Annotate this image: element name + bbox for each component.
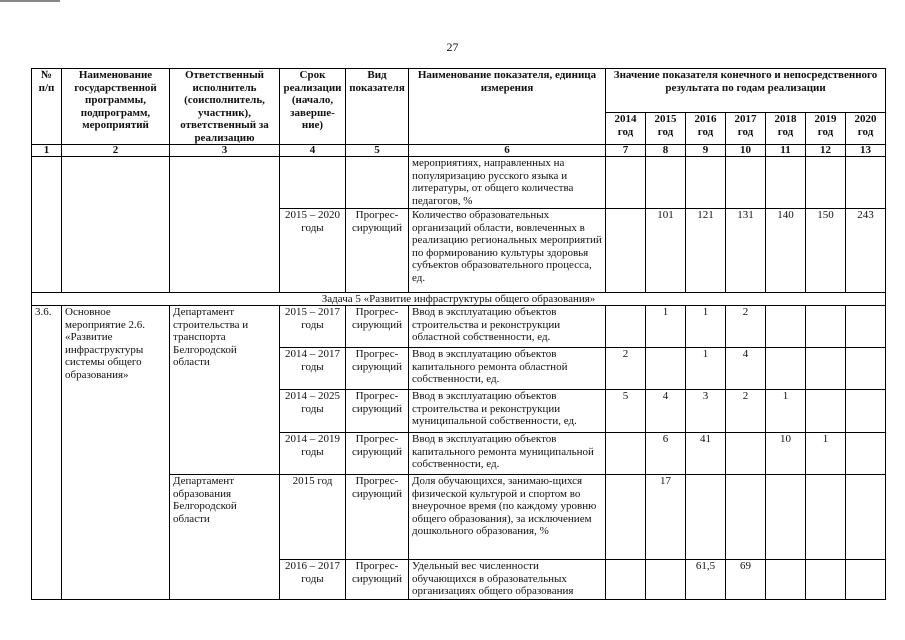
cell-value <box>846 157 886 209</box>
cell-value: 2 <box>726 306 766 348</box>
cell-value: 140 <box>766 209 806 293</box>
header-period: Срок реализации (начало, заверше-ние) <box>280 69 346 145</box>
header-year: 2019 год <box>806 113 846 145</box>
cell-value: 10 <box>766 433 806 475</box>
cell-value: 1 <box>686 348 726 390</box>
cell-value: 1 <box>766 390 806 433</box>
table-row <box>32 306 886 348</box>
cell-value <box>606 433 646 475</box>
cell-type <box>346 157 409 209</box>
column-number: 1 <box>32 145 62 157</box>
header-year: 2017 год <box>726 113 766 145</box>
cell-period: 2016 – 2017 годы <box>280 560 346 600</box>
task-row <box>32 293 886 306</box>
cell-value <box>726 157 766 209</box>
column-number: 13 <box>846 145 886 157</box>
cell-period: 2015 – 2020 годы <box>280 209 346 293</box>
cell-indicator: Удельный вес численности обучающихся в образовательных организациях общего образования <box>409 560 606 600</box>
column-number: 7 <box>606 145 646 157</box>
cell-value: 131 <box>726 209 766 293</box>
cell-value: 3 <box>686 390 726 433</box>
scan-edge-mark <box>0 0 60 2</box>
cell-value <box>846 348 886 390</box>
column-number: 8 <box>646 145 686 157</box>
cell-type: Прогрес-сирующий <box>346 209 409 293</box>
cell-value: 69 <box>726 560 766 600</box>
cell-value: 6 <box>646 433 686 475</box>
cell-value <box>686 475 726 560</box>
cell-period: 2014 – 2025 годы <box>280 390 346 433</box>
cell-type: Прогрес-сирующий <box>346 560 409 600</box>
cell-num <box>32 157 62 293</box>
cell-value: 61,5 <box>686 560 726 600</box>
cell-value <box>806 475 846 560</box>
column-number: 5 <box>346 145 409 157</box>
cell-value <box>846 433 886 475</box>
cell-indicator: Доля обучающихся, занимаю-щихся физической культурой и спортом во внеурочное время (по каждому уровню общего образования), за исключением дошкольного образования, % <box>409 475 606 560</box>
cell-value: 4 <box>726 348 766 390</box>
header-indicator: Наименование показателя, единица измерения <box>409 69 606 145</box>
header-year: 2016 год <box>686 113 726 145</box>
cell-value <box>766 560 806 600</box>
cell-value: 4 <box>646 390 686 433</box>
table-row <box>32 157 886 209</box>
cell-value <box>846 475 886 560</box>
cell-executor: Департамент строительства и транспорта Белгородской области <box>170 306 280 475</box>
column-number: 6 <box>409 145 606 157</box>
cell-value <box>766 306 806 348</box>
cell-value: 1 <box>686 306 726 348</box>
column-number: 9 <box>686 145 726 157</box>
cell-name <box>62 157 170 293</box>
column-number: 3 <box>170 145 280 157</box>
cell-period: 2015 год <box>280 475 346 560</box>
header-name: Наименование государственной программы, подпрограмм, мероприятий <box>62 69 170 145</box>
task-title: Задача 5 «Развитие инфраструктуры общего образования» <box>32 293 886 306</box>
header-type: Вид показателя <box>346 69 409 145</box>
cell-type: Прогрес-сирующий <box>346 475 409 560</box>
header-year: 2014 год <box>606 113 646 145</box>
cell-indicator: Ввод в эксплуатацию объектов капитального ремонта областной собственности, ед. <box>409 348 606 390</box>
cell-executor: Департамент образования Белгородской области <box>170 475 280 600</box>
cell-value <box>726 433 766 475</box>
cell-value <box>766 475 806 560</box>
cell-value <box>846 390 886 433</box>
cell-period: 2015 – 2017 годы <box>280 306 346 348</box>
cell-value <box>646 560 686 600</box>
cell-value <box>726 475 766 560</box>
cell-indicator: Ввод в эксплуатацию объектов строительства и реконструкции муниципальной собственности, ед. <box>409 390 606 433</box>
cell-num: 3.6. <box>32 306 62 600</box>
header-executor: Ответственный исполнитель (соисполнитель, участник), ответственный за реализацию <box>170 69 280 145</box>
cell-value <box>806 157 846 209</box>
cell-value: 17 <box>646 475 686 560</box>
cell-period: 2014 – 2019 годы <box>280 433 346 475</box>
cell-indicator: Ввод в эксплуатацию объектов капитального ремонта муниципальной собственности, ед. <box>409 433 606 475</box>
cell-type: Прогрес-сирующий <box>346 348 409 390</box>
cell-executor <box>170 157 280 293</box>
header-year: 2020 год <box>846 113 886 145</box>
cell-value: 1 <box>806 433 846 475</box>
cell-type: Прогрес-сирующий <box>346 390 409 433</box>
column-number: 4 <box>280 145 346 157</box>
cell-period <box>280 157 346 209</box>
page-number: 27 <box>446 40 459 54</box>
column-number: 10 <box>726 145 766 157</box>
cell-value: 101 <box>646 209 686 293</box>
header-values-group: Значение показателя конечного и непосредственного результата по годам реализации <box>606 69 886 113</box>
cell-indicator: Ввод в эксплуатацию объектов строительства и реконструкции областной собственности, ед. <box>409 306 606 348</box>
cell-name: Основное мероприятие 2.6. «Развитие инфраструктуры системы общего образования» <box>62 306 170 600</box>
cell-value <box>806 306 846 348</box>
cell-value <box>806 390 846 433</box>
cell-value: 121 <box>686 209 726 293</box>
cell-indicator: мероприятиях, направленных на популяризацию русского языка и литературы, от общего количества педагогов, % <box>409 157 606 209</box>
cell-value <box>766 348 806 390</box>
cell-indicator: Количество образовательных организаций области, вовлеченных в реализацию региональных мероприятий по формированию культуры здоровья субъектов образовательного процесса, ед. <box>409 209 606 293</box>
cell-value: 1 <box>646 306 686 348</box>
cell-value <box>606 560 646 600</box>
cell-value <box>606 475 646 560</box>
cell-value <box>686 157 726 209</box>
cell-value: 5 <box>606 390 646 433</box>
column-number: 11 <box>766 145 806 157</box>
cell-value <box>806 348 846 390</box>
header-year: 2015 год <box>646 113 686 145</box>
column-number: 12 <box>806 145 846 157</box>
cell-value: 2 <box>606 348 646 390</box>
header-year: 2018 год <box>766 113 806 145</box>
cell-value: 243 <box>846 209 886 293</box>
cell-value <box>606 306 646 348</box>
cell-value <box>606 209 646 293</box>
cell-value: 41 <box>686 433 726 475</box>
cell-type: Прогрес-сирующий <box>346 433 409 475</box>
cell-value <box>646 348 686 390</box>
cell-value <box>846 306 886 348</box>
cell-value <box>606 157 646 209</box>
cell-value <box>646 157 686 209</box>
cell-value <box>846 560 886 600</box>
cell-type: Прогрес-сирующий <box>346 306 409 348</box>
cell-value <box>806 560 846 600</box>
header-num: № п/п <box>32 69 62 145</box>
cell-value: 150 <box>806 209 846 293</box>
cell-value <box>766 157 806 209</box>
cell-period: 2014 – 2017 годы <box>280 348 346 390</box>
indicators-table <box>31 68 886 600</box>
cell-value: 2 <box>726 390 766 433</box>
column-number: 2 <box>62 145 170 157</box>
